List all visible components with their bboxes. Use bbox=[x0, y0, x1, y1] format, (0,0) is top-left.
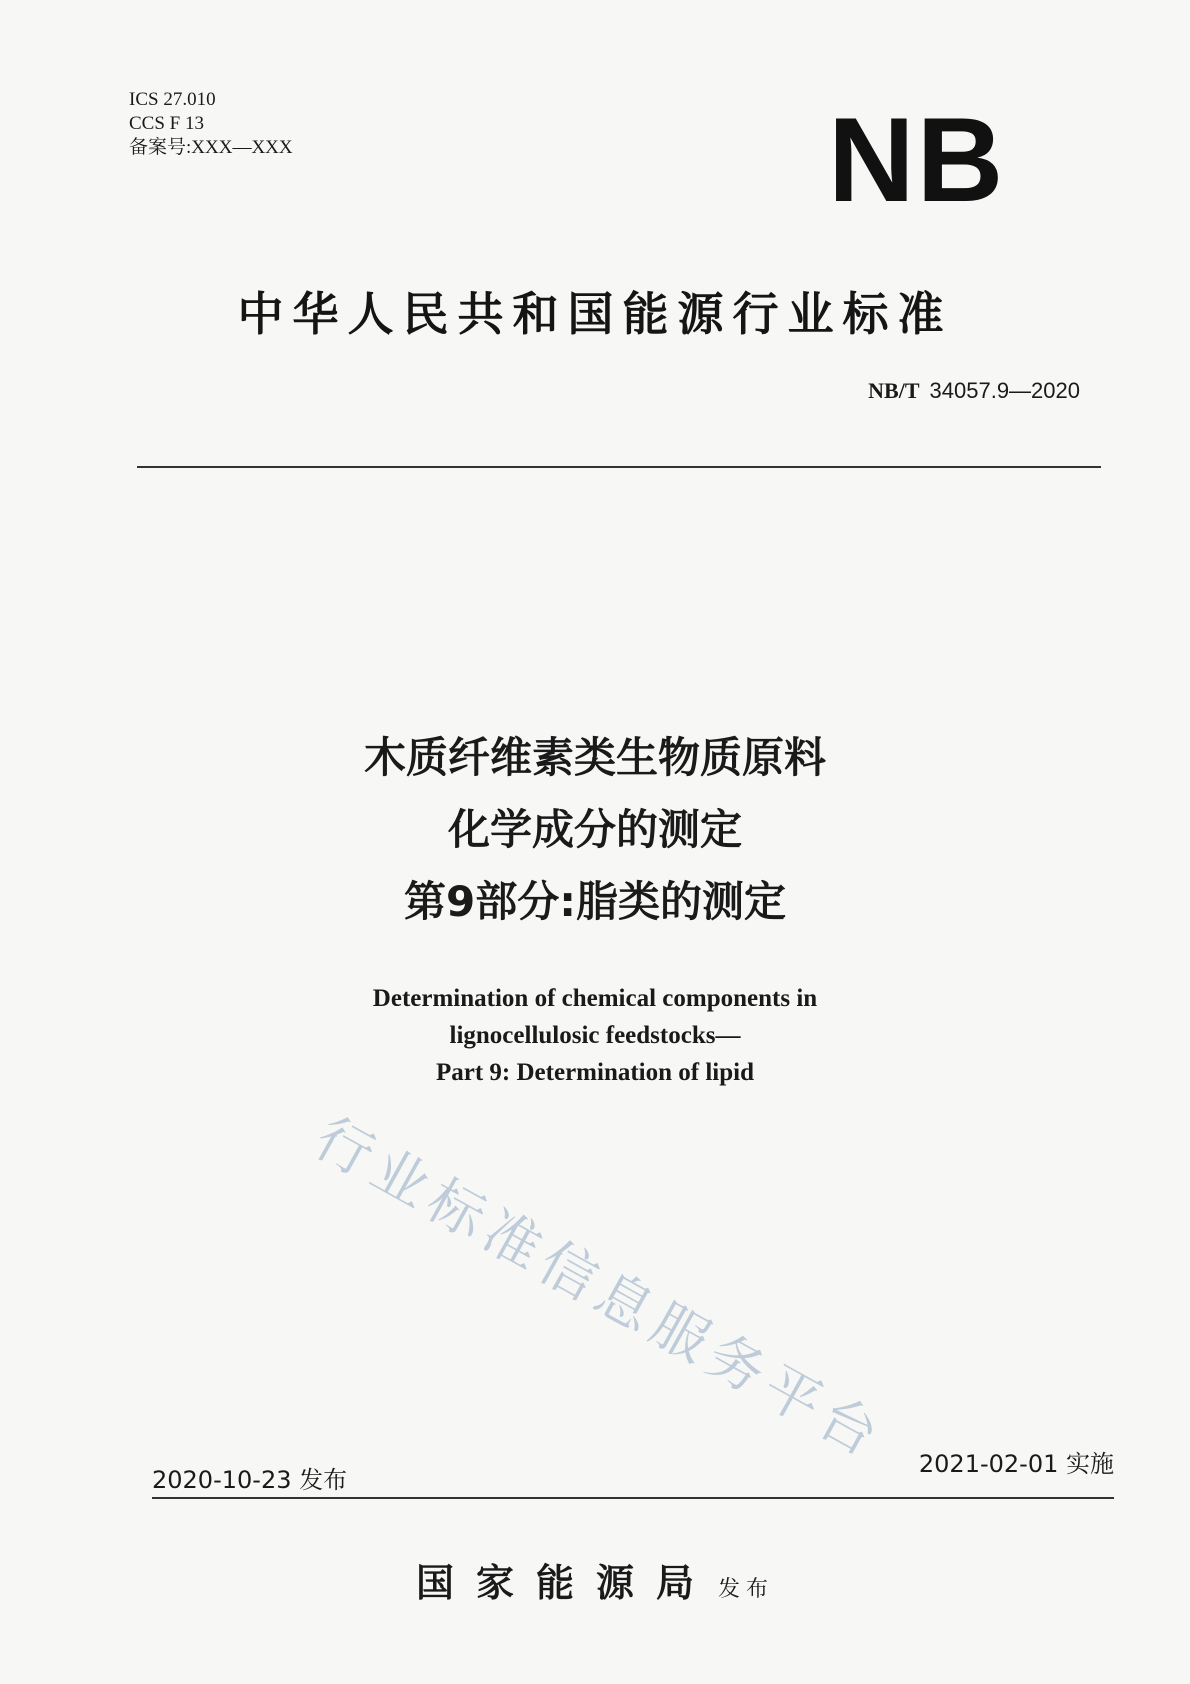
ics-code: ICS 27.010 bbox=[129, 89, 216, 110]
watermark: 行业标准信息服务平台 bbox=[304, 1105, 896, 1473]
standard-category-title: 中华人民共和国能源行业标准 bbox=[237, 287, 953, 341]
classification-codes bbox=[129, 88, 293, 160]
issue-date: 2020-10-23 发布 bbox=[152, 1466, 348, 1494]
publisher-suffix: 发布 bbox=[718, 1577, 775, 1602]
title-en bbox=[0, 980, 1190, 1091]
filing-number: 备案号:XXX—XXX bbox=[129, 137, 293, 158]
ccs-code: CCS F 13 bbox=[129, 113, 204, 134]
top-divider bbox=[137, 466, 1101, 468]
standard-number bbox=[868, 378, 1080, 404]
title-zh-line-2: 化学成分的测定 bbox=[447, 805, 742, 854]
title-en-line-1: Determination of chemical components in bbox=[372, 985, 818, 1012]
bottom-divider bbox=[152, 1497, 1114, 1499]
publisher bbox=[0, 1552, 1190, 1607]
implementation-date: 2021-02-01 实施 bbox=[918, 1450, 1114, 1478]
title-en-line-2: lignocellulosic feedstocks— bbox=[449, 1022, 741, 1049]
title-zh-line-1: 木质纤维素类生物质原料 bbox=[363, 733, 826, 782]
title-zh-line-3: 第9部分:脂类的测定 bbox=[403, 877, 787, 926]
publisher-name: 国家能源局 bbox=[415, 1560, 716, 1605]
title-en-line-3: Part 9: Determination of lipid bbox=[435, 1059, 754, 1086]
nb-logo: NB bbox=[828, 93, 1006, 227]
standard-number-value: 34057.9—2020 bbox=[929, 378, 1080, 403]
standard-number-prefix: NB/T bbox=[868, 378, 920, 403]
